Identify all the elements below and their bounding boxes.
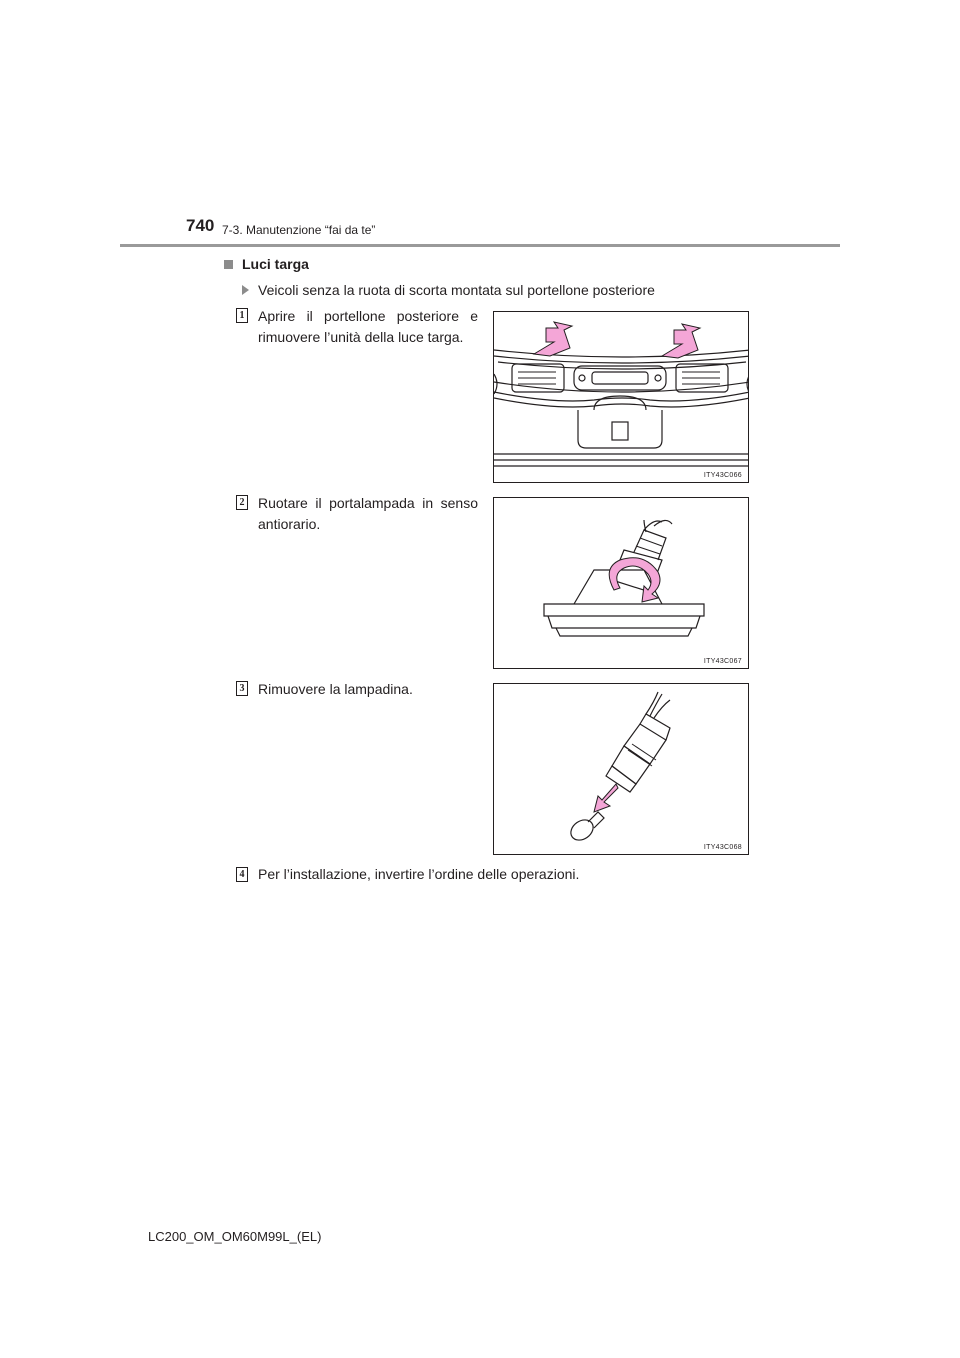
step-text-1: Aprire il portellone posteriore e rimuovere l’unità della luce targa. — [258, 308, 478, 345]
step-number-2: 2 — [236, 495, 248, 510]
bulb-removal-illustration — [494, 684, 749, 855]
chapter-title: 7-3. Manutenzione “fai da te” — [222, 223, 376, 237]
step-number-4: 4 — [236, 867, 248, 882]
vehicle-condition — [242, 282, 655, 298]
page-number: 740 — [186, 216, 215, 235]
condition-text: Veicoli senza la ruota di scorta montata sul portellone posteriore — [258, 282, 655, 298]
figure-rotate-socket — [493, 497, 749, 669]
rotate-arrow-icon — [609, 558, 660, 602]
step-number-3: 3 — [236, 681, 248, 696]
footer-model-code: LC200_OM_OM60M99L_(EL) — [148, 1229, 322, 1244]
figure-code: ITY43C068 — [703, 844, 742, 851]
step-text-3: Rimuovere la lampadina. — [258, 681, 413, 697]
section-heading — [224, 256, 309, 272]
pull-arrow-left-icon — [534, 322, 572, 356]
socket-rotate-illustration — [494, 498, 749, 669]
figure-code: ITY43C067 — [703, 658, 742, 665]
triangle-bullet-icon — [242, 285, 249, 295]
step-text-4: Per l’installazione, invertire l’ordine delle operazioni. — [258, 866, 580, 882]
pull-out-arrow-icon — [594, 784, 618, 812]
pull-arrow-right-icon — [662, 324, 700, 358]
step-number-1: 1 — [236, 308, 248, 323]
step-text-2: Ruotare il portalampada in senso antiorario. — [258, 495, 478, 532]
figure-code: ITY43C066 — [703, 472, 742, 479]
figure-remove-bulb — [493, 683, 749, 855]
license-light-illustration — [494, 312, 749, 483]
section-title: Luci targa — [242, 256, 309, 272]
header-rule — [120, 244, 840, 247]
square-bullet-icon — [224, 260, 233, 269]
figure-license-light-unit — [493, 311, 749, 483]
